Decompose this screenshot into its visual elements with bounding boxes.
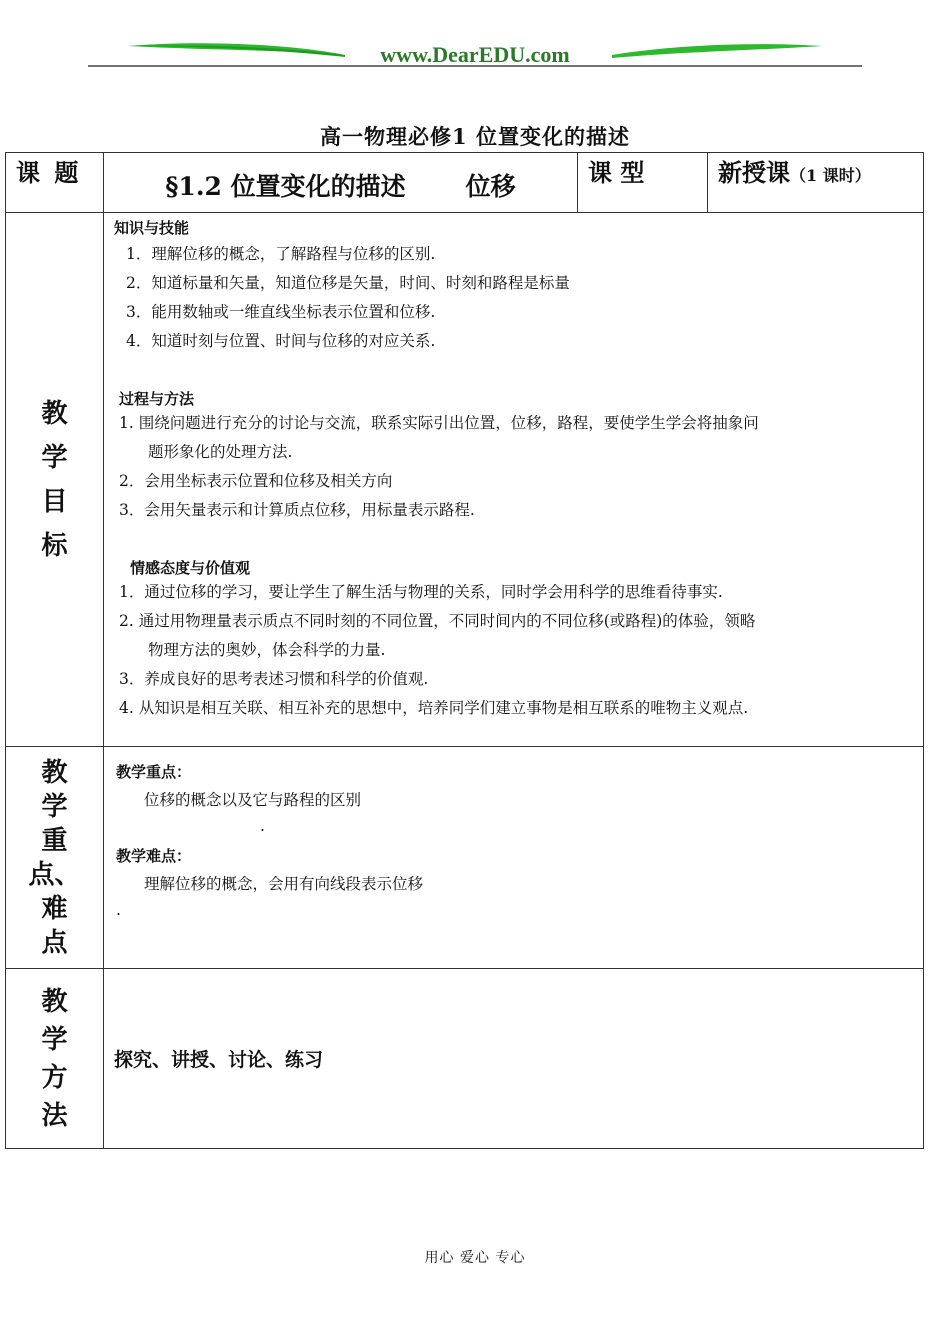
focus-heading: 教学重点： <box>116 763 192 781</box>
topic-cell <box>104 153 578 213</box>
section-heading-knowledge: 知识与技能 <box>114 219 190 237</box>
objectives-content <box>104 213 924 747</box>
list-item: 4. 从知识是相互关联、相互补充的思想中，培养同学们建立事物是相互联系的唯物主义观点. <box>119 699 749 717</box>
type-value-cell <box>708 153 924 213</box>
method-content <box>104 969 924 1149</box>
list-item: 2. 通过用物理量表示质点不同时刻的不同位置，不同时间内的不同位移(或路程)的体验，领略 <box>119 612 756 630</box>
method-label: 教 学 方 法 <box>6 969 104 1149</box>
topic-text: §1.2 位置变化的描述 <box>165 172 406 201</box>
type-hours: （1 课时） <box>790 166 871 185</box>
list-item: 4．知道时刻与位置、时间与位移的对应关系. <box>126 332 436 350</box>
focus-text: 位移的概念以及它与路程的区别 <box>144 791 362 809</box>
key-points-content <box>104 747 924 969</box>
difficulty-heading: 教学难点： <box>116 847 192 865</box>
list-item: 3．能用数轴或一维直线坐标表示位置和位移. <box>126 303 436 321</box>
site-header-banner <box>0 0 950 80</box>
method-text: 探究、讲授、讨论、练习 <box>114 1049 324 1071</box>
list-item: 物理方法的奥妙，体会科学的力量. <box>148 641 386 659</box>
section-heading-process: 过程与方法 <box>119 390 195 408</box>
list-item: 3．会用矢量表示和计算质点位移，用标量表示路程. <box>119 501 475 519</box>
type-value: 新授课 <box>718 158 790 187</box>
list-item: 3．养成良好的思考表述习惯和科学的价值观. <box>119 670 429 688</box>
right-swoosh-icon <box>612 44 822 58</box>
site-url: www.DearEDU.com <box>380 42 570 67</box>
list-item: 1. 围绕问题进行充分的讨论与交流，联系实际引出位置，位移，路程，要使学生学会将抽象问 <box>119 414 759 432</box>
type-label-cell <box>578 153 708 213</box>
key-points-label: 教 学 重 点、 难 点 <box>6 747 104 969</box>
page-footer: 用心 爱心 专心 <box>424 1250 526 1266</box>
type-label: 课 型 <box>588 158 645 187</box>
section-heading-attitude: 情感态度与价值观 <box>130 559 251 577</box>
objectives-label: 教 学 目 标 <box>6 213 104 747</box>
topic-tail: 位移 <box>465 172 516 201</box>
document-title: 高一物理必修1 位置变化的描述 <box>320 124 630 149</box>
list-item: 2．会用坐标表示位置和位移及相关方向 <box>119 472 393 490</box>
topic-label: 课 题 <box>16 158 82 187</box>
difficulty-text: 理解位移的概念，会用有向线段表示位移 <box>144 875 424 893</box>
difficulty-dot: . <box>116 901 121 919</box>
list-item: 2．知道标量和矢量，知道位移是矢量，时间、时刻和路程是标量 <box>126 274 570 292</box>
topic-label-cell <box>6 153 104 213</box>
list-item: 题形象化的处理方法. <box>148 443 293 461</box>
lesson-plan-table <box>5 152 924 1149</box>
focus-dot: . <box>260 817 265 835</box>
list-item: 1．理解位移的概念，了解路程与位移的区别. <box>126 245 436 263</box>
list-item: 1．通过位移的学习，要让学生了解生活与物理的关系，同时学会用科学的思维看待事实. <box>119 583 723 601</box>
